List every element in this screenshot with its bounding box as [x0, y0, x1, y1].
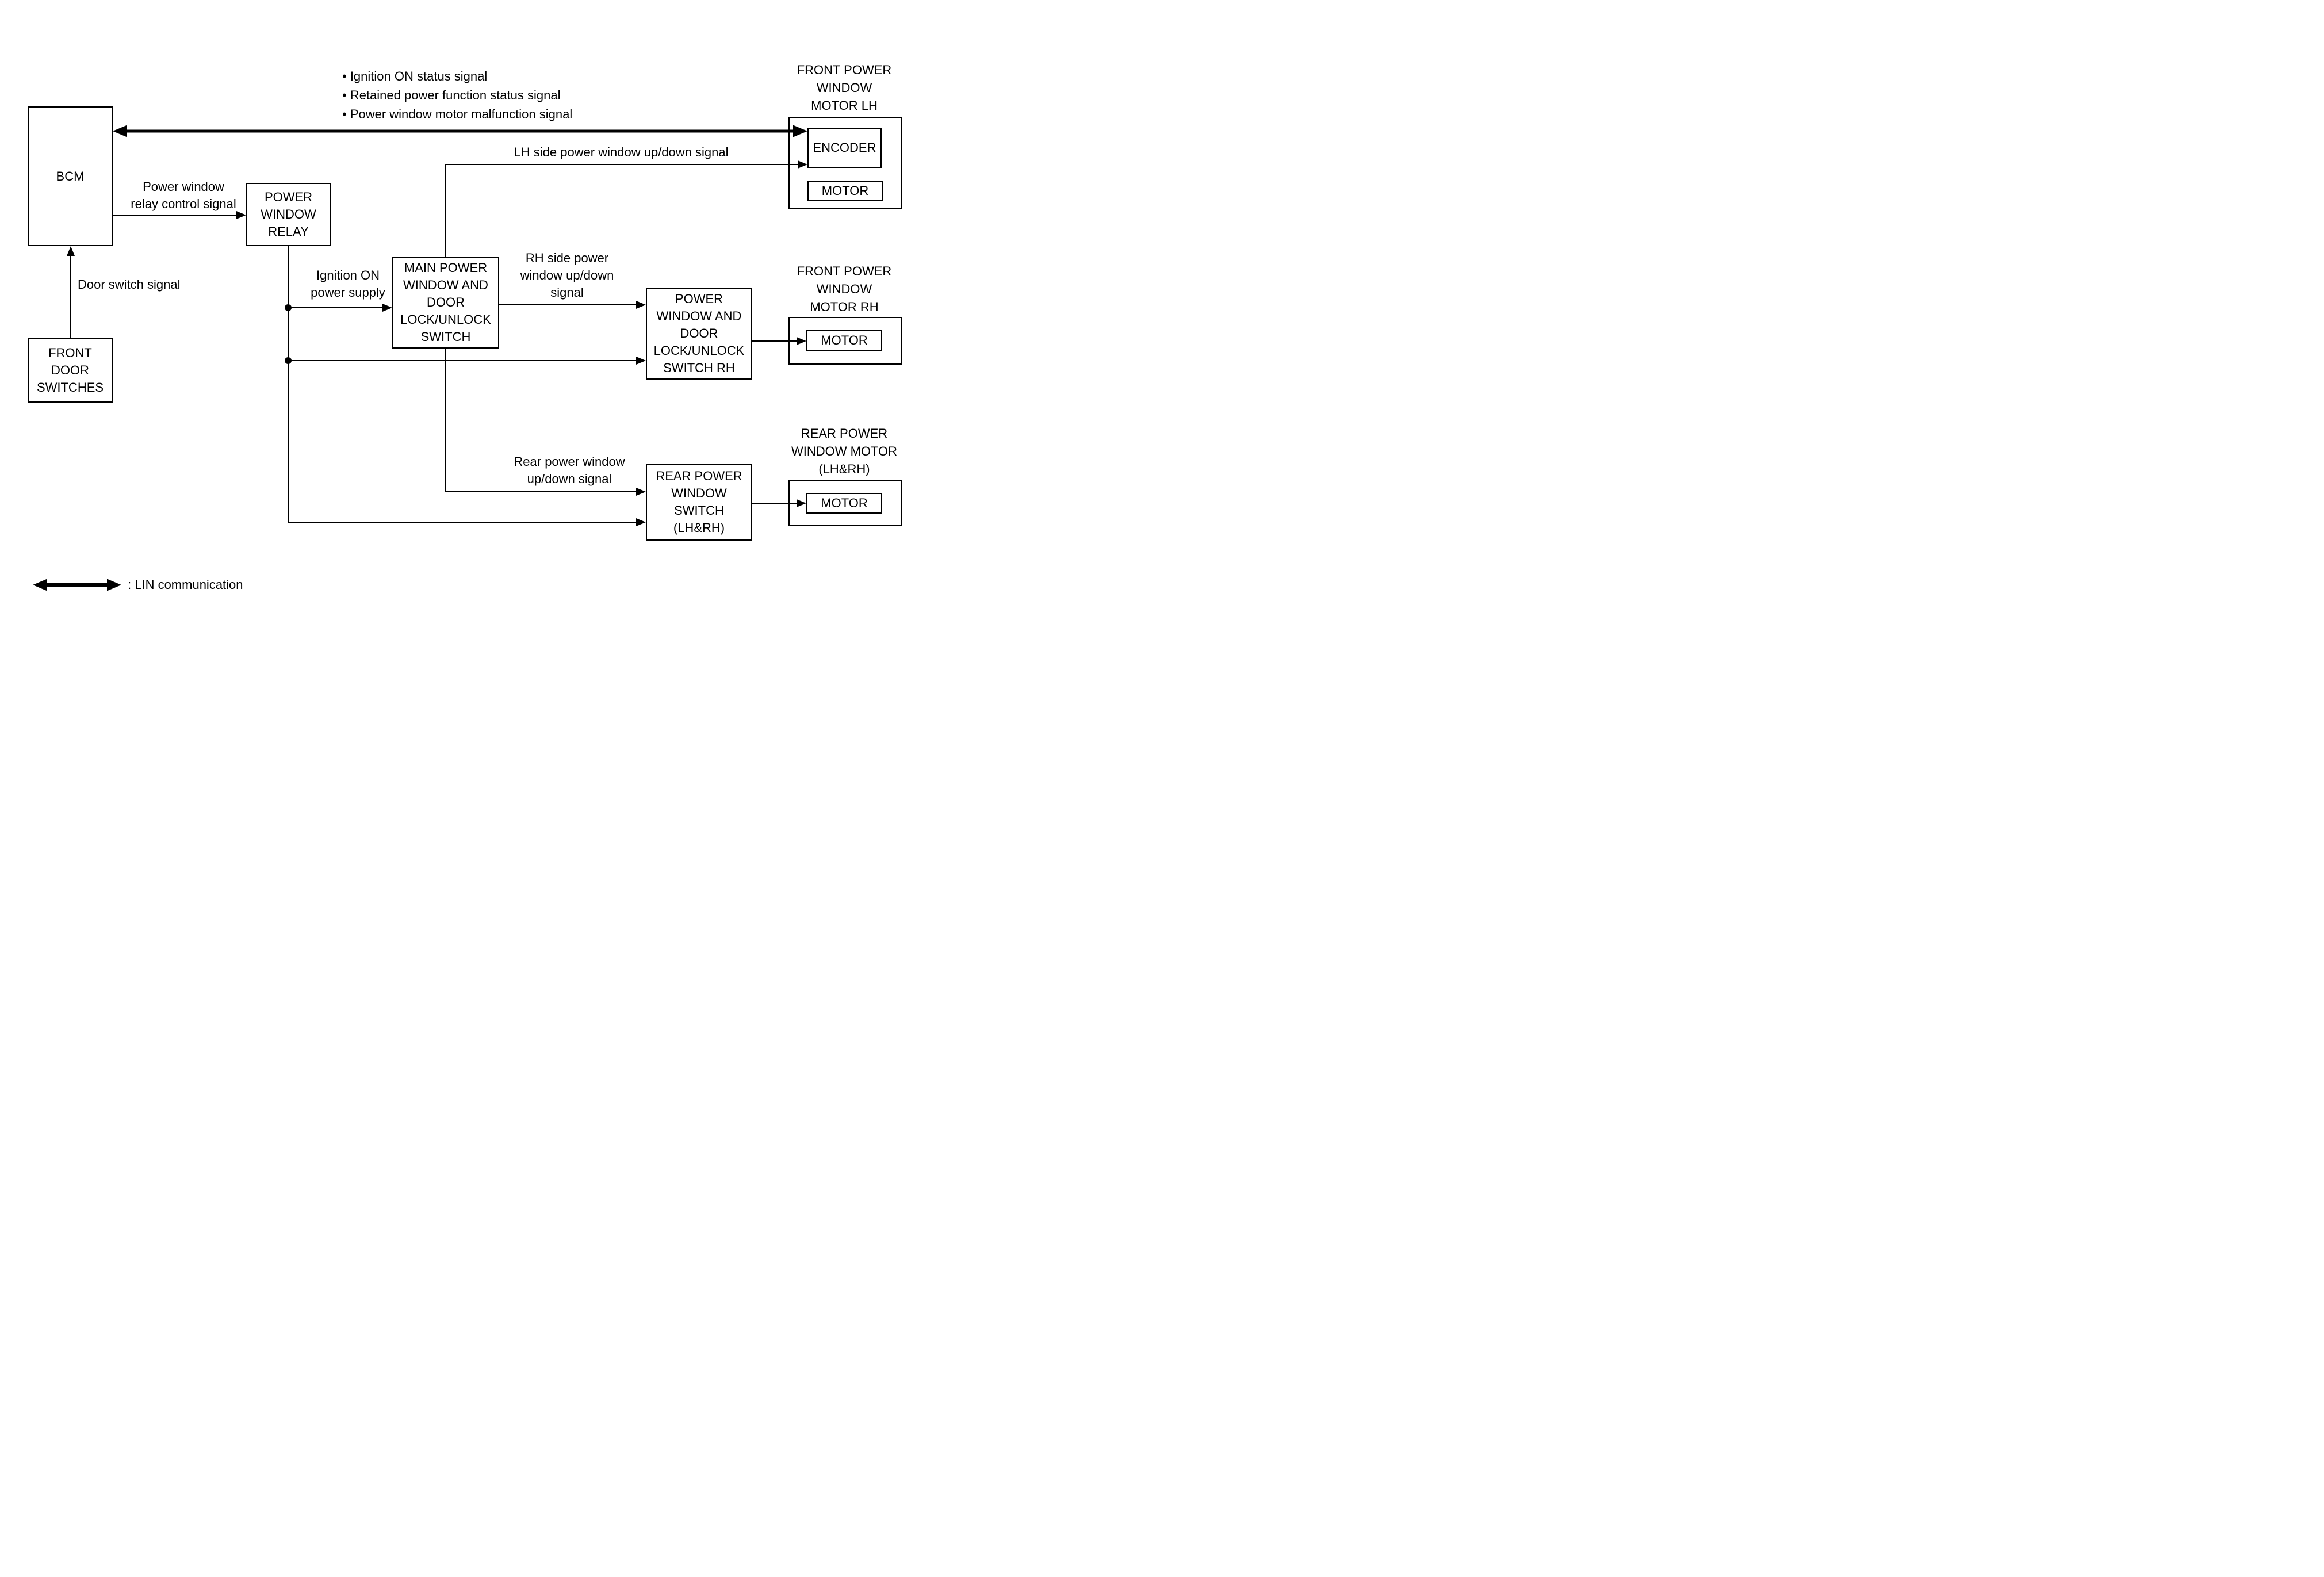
- front-power-window-motor-lh-title: FRONT POWER WINDOW MOTOR LH: [797, 63, 892, 113]
- wire-rh-updown-signal: [499, 301, 646, 309]
- rear-power-window-switch-box: REAR POWER WINDOW SWITCH (LH&RH): [646, 464, 752, 541]
- motor-lh-box: MOTOR: [807, 181, 883, 201]
- wire-power-supply-rh: [288, 357, 646, 365]
- rh-signal-label: RH side power window up/down signal: [520, 251, 614, 300]
- front-power-window-motor-rh-box: [788, 317, 902, 365]
- wire-door-switch-signal: [67, 246, 75, 338]
- encoder-box: ENCODER: [807, 128, 882, 168]
- front-power-window-motor-rh-title: FRONT POWER WINDOW MOTOR RH: [797, 264, 892, 314]
- power-window-relay-box: POWER WINDOW RELAY: [246, 183, 331, 246]
- front-power-window-motor-lh-box: [788, 117, 902, 209]
- front-door-switches-box: FRONT DOOR SWITCHES: [28, 338, 113, 403]
- rear-signal-label: Rear power window up/down signal: [514, 454, 625, 486]
- bcm-box: BCM: [28, 106, 113, 246]
- rear-power-window-motor-title: REAR POWER WINDOW MOTOR (LH&RH): [791, 426, 898, 476]
- wire-lh-updown-signal: [446, 160, 807, 257]
- lin-legend-label: : LIN communication: [128, 577, 243, 592]
- lin-communication-arrow: [113, 125, 807, 137]
- wire-ignition-power-main: [288, 304, 392, 312]
- power-window-switch-rh-box: POWER WINDOW AND DOOR LOCK/UNLOCK SWITCH RH: [646, 288, 752, 380]
- legend-lin-arrow: [33, 579, 121, 591]
- motor-rh-box: MOTOR: [806, 330, 882, 351]
- ignition-power-label: Ignition ON power supply: [311, 268, 385, 300]
- wire-power-supply-rear: [288, 518, 646, 526]
- motor-rear-box: MOTOR: [806, 493, 882, 514]
- rear-power-window-motor-box: [788, 480, 902, 526]
- main-power-window-switch-box: MAIN POWER WINDOW AND DOOR LOCK/UNLOCK SWITCH: [392, 257, 499, 349]
- lin-signal-list: • Ignition ON status signal • Retained power function status signal • Power window motor malfunction signal: [342, 69, 573, 121]
- diagram-canvas: [0, 0, 929, 631]
- lh-signal-label: LH side power window up/down signal: [514, 145, 729, 159]
- relay-control-label: Power window relay control signal: [131, 179, 236, 211]
- door-switch-label: Door switch signal: [78, 277, 181, 292]
